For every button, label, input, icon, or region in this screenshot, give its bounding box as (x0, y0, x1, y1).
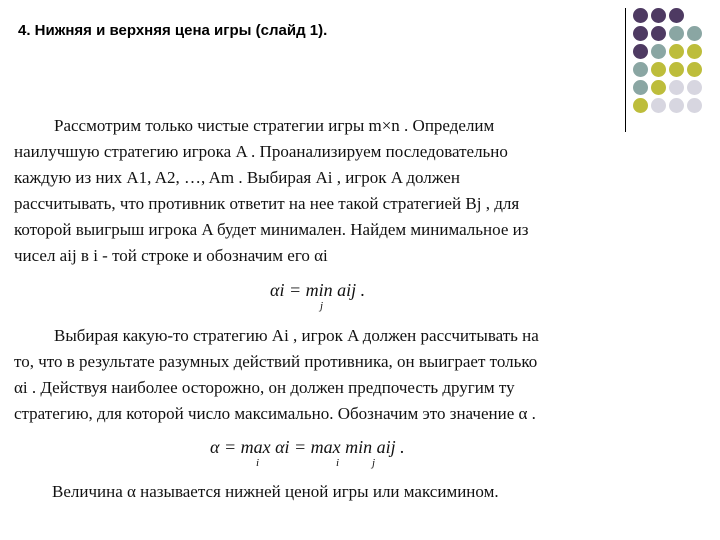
dot (651, 8, 666, 23)
dot (669, 62, 684, 77)
text-line: каждую из них A1, A2, …, Am . Выбирая Ai , игрок A должен (14, 168, 460, 187)
dot (669, 26, 684, 41)
formula-subscript: i (336, 457, 340, 469)
paragraph-choosing-strategy (14, 323, 616, 427)
text-line: наилучшую стратегию игрока A . Проанализируем последовательно (14, 142, 508, 161)
text-line: αi . Действуя наиболее осторожно, он должен предпочесть другим ту (14, 378, 515, 397)
dot (633, 44, 648, 59)
dot (687, 62, 702, 77)
text-line: Рассмотрим только чистые стратегии игры m×n . Определим (54, 116, 495, 135)
formula-alpha-i (270, 280, 366, 312)
text-line: чисел aij в i - той строке и обозначим его αi (14, 246, 328, 265)
dot (669, 8, 684, 23)
dot (633, 98, 648, 113)
text-line: которой выигрыш игрока A будет минимален. Найдем минимальное из (14, 220, 529, 239)
dot (687, 80, 702, 95)
text-line: рассчитывать, что противник ответит на нее такой стратегией Bj , для (14, 194, 520, 213)
text-line: то, что в результате разумных действий противника, он выиграет только (14, 352, 538, 371)
formula-text: α = max αi = max min aij . (210, 437, 405, 457)
dot (651, 62, 666, 77)
text-line: стратегию, для которой число максимально. Обозначим это значение α . (14, 404, 536, 423)
formula-subscript: i (256, 457, 260, 469)
dot (633, 26, 648, 41)
divider-line (625, 8, 626, 132)
formula-subscript: j (320, 300, 324, 312)
paragraph-lower-price: Величина α называется нижней ценой игры или максимином. (52, 482, 499, 501)
text-line: Выбирая какую-то стратегию Ai , игрок A должен рассчитывать на (54, 326, 539, 345)
formula-text: αi = min aij . (270, 280, 366, 300)
slide-title: 4. Нижняя и верхняя цена игры (слайд 1). (18, 22, 328, 39)
dot (651, 44, 666, 59)
dot (633, 80, 648, 95)
dot (651, 26, 666, 41)
paragraph-pure-strategies (14, 113, 616, 269)
dot (669, 44, 684, 59)
dot (669, 80, 684, 95)
formula-alpha-maxmin (210, 437, 405, 469)
formula-subscript: j (372, 457, 376, 469)
dot (633, 8, 648, 23)
dot (651, 98, 666, 113)
dot (687, 44, 702, 59)
dot (687, 26, 702, 41)
dot (687, 98, 702, 113)
dot (669, 98, 684, 113)
dot (633, 62, 648, 77)
dot (651, 80, 666, 95)
